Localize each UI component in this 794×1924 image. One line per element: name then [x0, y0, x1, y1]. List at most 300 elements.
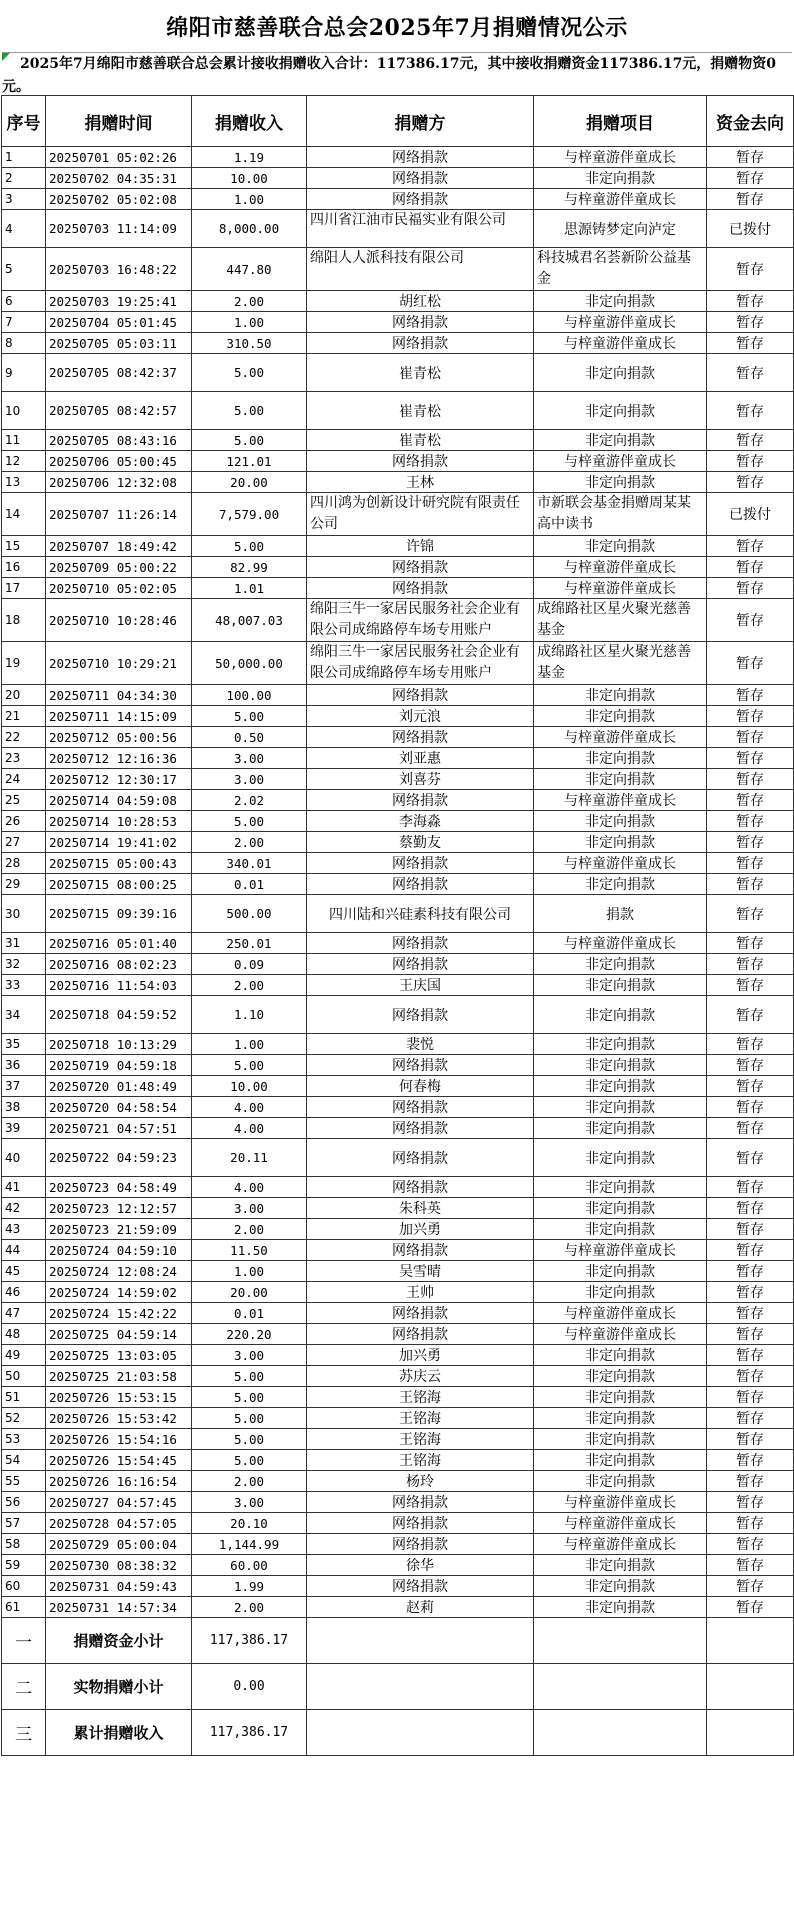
fund-destination: 暂存 [707, 1097, 794, 1118]
row-no: 7 [2, 312, 46, 333]
table-row [2, 1219, 794, 1240]
table-row [2, 1118, 794, 1139]
table-row [2, 975, 794, 996]
donor-name: 王帅 [307, 1282, 534, 1303]
summary-text: 2025年7月绵阳市慈善联合总会累计接收捐赠收入合计：117386.17元，其中接收捐赠资金117386.17元，捐赠物资0元。 [2, 56, 777, 95]
empty-cell [534, 1664, 707, 1710]
project-name: 非定向捐款 [534, 1055, 707, 1076]
donation-time: 20250726 15:54:45 [46, 1450, 192, 1471]
donation-time: 20250731 04:59:43 [46, 1576, 192, 1597]
donation-time: 20250730 08:38:32 [46, 1555, 192, 1576]
donation-amount: 3.00 [192, 1492, 307, 1513]
comment-marker-icon [2, 53, 10, 61]
fund-destination: 暂存 [707, 189, 794, 210]
fund-destination: 暂存 [707, 832, 794, 853]
row-no: 61 [2, 1597, 46, 1618]
empty-cell [307, 1618, 534, 1664]
donation-time: 20250729 05:00:04 [46, 1534, 192, 1555]
donation-time: 20250706 12:32:08 [46, 472, 192, 493]
donation-amount: 500.00 [192, 895, 307, 933]
donation-time: 20250709 05:00:22 [46, 557, 192, 578]
row-no: 59 [2, 1555, 46, 1576]
table-row [2, 832, 794, 853]
donation-time: 20250710 10:28:46 [46, 599, 192, 642]
project-name: 非定向捐款 [534, 1576, 707, 1597]
project-name: 与梓童游伴童成长 [534, 727, 707, 748]
donation-amount: 5.00 [192, 1055, 307, 1076]
donor-name: 网络捐款 [307, 1534, 534, 1555]
table-row [2, 536, 794, 557]
donation-amount: 5.00 [192, 706, 307, 727]
donation-amount: 5.00 [192, 1408, 307, 1429]
fund-destination: 暂存 [707, 1408, 794, 1429]
row-no: 25 [2, 790, 46, 811]
row-no: 35 [2, 1034, 46, 1055]
project-name: 与梓童游伴童成长 [534, 790, 707, 811]
table-row [2, 933, 794, 954]
col-header-no: 序号 [2, 96, 46, 147]
row-no: 52 [2, 1408, 46, 1429]
donation-amount: 20.00 [192, 1282, 307, 1303]
fund-destination: 暂存 [707, 147, 794, 168]
row-no: 16 [2, 557, 46, 578]
fund-destination: 暂存 [707, 1450, 794, 1471]
row-no: 53 [2, 1429, 46, 1450]
row-no: 30 [2, 895, 46, 933]
donation-time: 20250712 12:16:36 [46, 748, 192, 769]
fund-destination: 暂存 [707, 392, 794, 430]
totals-amount: 117,386.17 [192, 1710, 307, 1756]
row-no: 37 [2, 1076, 46, 1097]
donor-name: 朱科英 [307, 1198, 534, 1219]
project-name: 非定向捐款 [534, 874, 707, 895]
row-no: 41 [2, 1177, 46, 1198]
table-row [2, 954, 794, 975]
project-name: 非定向捐款 [534, 996, 707, 1034]
project-name: 与梓童游伴童成长 [534, 1324, 707, 1345]
donor-name: 网络捐款 [307, 1118, 534, 1139]
project-name: 与梓童游伴童成长 [534, 312, 707, 333]
row-no: 22 [2, 727, 46, 748]
donor-name: 何春梅 [307, 1076, 534, 1097]
donor-name: 网络捐款 [307, 451, 534, 472]
donation-time: 20250722 04:59:23 [46, 1139, 192, 1177]
fund-destination: 暂存 [707, 748, 794, 769]
donor-name: 网络捐款 [307, 727, 534, 748]
donor-name: 网络捐款 [307, 1097, 534, 1118]
donation-amount: 220.20 [192, 1324, 307, 1345]
fund-destination: 暂存 [707, 472, 794, 493]
donation-amount: 8,000.00 [192, 210, 307, 248]
table-row [2, 1408, 794, 1429]
project-name: 非定向捐款 [534, 769, 707, 790]
donor-name: 网络捐款 [307, 333, 534, 354]
donation-amount: 5.00 [192, 811, 307, 832]
donation-amount: 5.00 [192, 1387, 307, 1408]
table-row [2, 1261, 794, 1282]
project-name: 与梓童游伴童成长 [534, 853, 707, 874]
table-row [2, 1076, 794, 1097]
project-name: 非定向捐款 [534, 392, 707, 430]
donation-time: 20250718 10:13:29 [46, 1034, 192, 1055]
donor-name: 刘喜芬 [307, 769, 534, 790]
donor-name: 四川省江油市民福实业有限公司 [307, 210, 534, 248]
donation-time: 20250715 09:39:16 [46, 895, 192, 933]
row-no: 26 [2, 811, 46, 832]
table-row [2, 333, 794, 354]
table-row [2, 1576, 794, 1597]
donor-name: 刘元浪 [307, 706, 534, 727]
donor-name: 王铭海 [307, 1450, 534, 1471]
donation-amount: 1.99 [192, 1576, 307, 1597]
fund-destination: 暂存 [707, 1177, 794, 1198]
table-row [2, 1387, 794, 1408]
donor-name: 崔青松 [307, 430, 534, 451]
empty-cell [534, 1618, 707, 1664]
donor-name: 网络捐款 [307, 168, 534, 189]
donor-name: 网络捐款 [307, 954, 534, 975]
donation-time: 20250724 14:59:02 [46, 1282, 192, 1303]
table-row [2, 557, 794, 578]
table-row [2, 1429, 794, 1450]
donation-amount: 48,007.03 [192, 599, 307, 642]
fund-destination: 暂存 [707, 1261, 794, 1282]
fund-destination: 暂存 [707, 1282, 794, 1303]
donation-time: 20250706 05:00:45 [46, 451, 192, 472]
fund-destination: 暂存 [707, 1555, 794, 1576]
donation-amount: 4.00 [192, 1118, 307, 1139]
project-name: 市新联会基金捐赠周某某高中读书 [534, 493, 707, 536]
table-header-row [2, 96, 794, 147]
table-row [2, 685, 794, 706]
donation-amount: 2.02 [192, 790, 307, 811]
fund-destination: 暂存 [707, 354, 794, 392]
donor-name: 网络捐款 [307, 933, 534, 954]
donation-time: 20250705 08:42:57 [46, 392, 192, 430]
donor-name: 许锦 [307, 536, 534, 557]
project-name: 非定向捐款 [534, 1597, 707, 1618]
col-header-destination: 资金去向 [707, 96, 794, 147]
row-no: 9 [2, 354, 46, 392]
donation-time: 20250725 21:03:58 [46, 1366, 192, 1387]
donation-time: 20250710 05:02:05 [46, 578, 192, 599]
fund-destination: 暂存 [707, 874, 794, 895]
table-row [2, 727, 794, 748]
row-no: 23 [2, 748, 46, 769]
donation-time: 20250725 13:03:05 [46, 1345, 192, 1366]
totals-no: 二 [2, 1664, 46, 1710]
table-row [2, 354, 794, 392]
project-name: 与梓童游伴童成长 [534, 1492, 707, 1513]
row-no: 27 [2, 832, 46, 853]
donation-table [1, 95, 794, 1756]
project-name: 非定向捐款 [534, 536, 707, 557]
table-row [2, 769, 794, 790]
table-row [2, 706, 794, 727]
donation-amount: 0.01 [192, 1303, 307, 1324]
fund-destination: 暂存 [707, 811, 794, 832]
row-no: 42 [2, 1198, 46, 1219]
donation-time: 20250705 08:43:16 [46, 430, 192, 451]
totals-label: 捐赠资金小计 [46, 1618, 192, 1664]
donor-name: 王铭海 [307, 1387, 534, 1408]
donation-time: 20250702 04:35:31 [46, 168, 192, 189]
fund-destination: 暂存 [707, 1076, 794, 1097]
donation-time: 20250720 04:58:54 [46, 1097, 192, 1118]
table-row [2, 291, 794, 312]
donation-amount: 5.00 [192, 1429, 307, 1450]
donor-name: 李海淼 [307, 811, 534, 832]
fund-destination: 暂存 [707, 954, 794, 975]
totals-amount: 117,386.17 [192, 1618, 307, 1664]
donation-time: 20250703 11:14:09 [46, 210, 192, 248]
project-name: 与梓童游伴童成长 [534, 147, 707, 168]
project-name: 非定向捐款 [534, 168, 707, 189]
row-no: 44 [2, 1240, 46, 1261]
table-row [2, 248, 794, 291]
fund-destination: 暂存 [707, 1118, 794, 1139]
empty-cell [707, 1664, 794, 1710]
donor-name: 苏庆云 [307, 1366, 534, 1387]
row-no: 13 [2, 472, 46, 493]
row-no: 40 [2, 1139, 46, 1177]
fund-destination: 暂存 [707, 333, 794, 354]
donation-time: 20250724 15:42:22 [46, 1303, 192, 1324]
fund-destination: 暂存 [707, 706, 794, 727]
donor-name: 四川陆和兴硅素科技有限公司 [307, 895, 534, 933]
donor-name: 王铭海 [307, 1408, 534, 1429]
row-no: 50 [2, 1366, 46, 1387]
donor-name: 胡红松 [307, 291, 534, 312]
fund-destination: 暂存 [707, 1366, 794, 1387]
project-name: 非定向捐款 [534, 1408, 707, 1429]
row-no: 45 [2, 1261, 46, 1282]
row-no: 49 [2, 1345, 46, 1366]
fund-destination: 暂存 [707, 642, 794, 685]
donor-name: 网络捐款 [307, 189, 534, 210]
donation-amount: 0.01 [192, 874, 307, 895]
donation-time: 20250707 18:49:42 [46, 536, 192, 557]
row-no: 56 [2, 1492, 46, 1513]
donation-time: 20250716 11:54:03 [46, 975, 192, 996]
table-row [2, 996, 794, 1034]
fund-destination: 暂存 [707, 1055, 794, 1076]
fund-destination: 暂存 [707, 853, 794, 874]
donor-name: 网络捐款 [307, 1576, 534, 1597]
donor-name: 网络捐款 [307, 1240, 534, 1261]
donation-amount: 3.00 [192, 1345, 307, 1366]
donation-time: 20250723 21:59:09 [46, 1219, 192, 1240]
donor-name: 四川鸿为创新设计研究院有限责任公司 [307, 493, 534, 536]
donor-name: 蔡勤友 [307, 832, 534, 853]
donation-amount: 4.00 [192, 1177, 307, 1198]
project-name: 非定向捐款 [534, 1076, 707, 1097]
donation-amount: 2.00 [192, 1471, 307, 1492]
project-name: 与梓童游伴童成长 [534, 933, 707, 954]
project-name: 与梓童游伴童成长 [534, 1513, 707, 1534]
donation-time: 20250725 04:59:14 [46, 1324, 192, 1345]
row-no: 5 [2, 248, 46, 291]
donation-amount: 20.10 [192, 1513, 307, 1534]
row-no: 12 [2, 451, 46, 472]
row-no: 38 [2, 1097, 46, 1118]
totals-no: 三 [2, 1710, 46, 1756]
row-no: 17 [2, 578, 46, 599]
donation-amount: 2.00 [192, 1597, 307, 1618]
donation-time: 20250723 12:12:57 [46, 1198, 192, 1219]
donor-name: 网络捐款 [307, 1324, 534, 1345]
donation-amount: 3.00 [192, 748, 307, 769]
table-row [2, 1345, 794, 1366]
fund-destination: 暂存 [707, 1534, 794, 1555]
table-row [2, 189, 794, 210]
row-no: 10 [2, 392, 46, 430]
table-row [2, 599, 794, 642]
fund-destination: 暂存 [707, 1492, 794, 1513]
donation-time: 20250704 05:01:45 [46, 312, 192, 333]
donation-time: 20250731 14:57:34 [46, 1597, 192, 1618]
donation-time: 20250711 04:34:30 [46, 685, 192, 706]
donation-amount: 2.00 [192, 832, 307, 853]
row-no: 4 [2, 210, 46, 248]
fund-destination: 暂存 [707, 557, 794, 578]
empty-cell [534, 1710, 707, 1756]
totals-label: 实物捐赠小计 [46, 1664, 192, 1710]
donation-amount: 60.00 [192, 1555, 307, 1576]
donation-time: 20250702 05:02:08 [46, 189, 192, 210]
empty-cell [707, 1618, 794, 1664]
donation-time: 20250724 04:59:10 [46, 1240, 192, 1261]
donation-time: 20250705 05:03:11 [46, 333, 192, 354]
fund-destination: 暂存 [707, 769, 794, 790]
row-no: 8 [2, 333, 46, 354]
table-row [2, 1177, 794, 1198]
row-no: 24 [2, 769, 46, 790]
donation-amount: 340.01 [192, 853, 307, 874]
row-no: 28 [2, 853, 46, 874]
donor-name: 崔青松 [307, 392, 534, 430]
project-name: 非定向捐款 [534, 832, 707, 853]
empty-cell [707, 1710, 794, 1756]
donor-name: 王铭海 [307, 1429, 534, 1450]
donor-name: 网络捐款 [307, 685, 534, 706]
table-row [2, 1492, 794, 1513]
row-no: 55 [2, 1471, 46, 1492]
totals-no: 一 [2, 1618, 46, 1664]
fund-destination: 暂存 [707, 1139, 794, 1177]
totals-body [2, 1618, 794, 1756]
table-row [2, 392, 794, 430]
fund-destination: 暂存 [707, 536, 794, 557]
row-no: 36 [2, 1055, 46, 1076]
project-name: 非定向捐款 [534, 1261, 707, 1282]
fund-destination: 暂存 [707, 975, 794, 996]
donor-name: 网络捐款 [307, 1513, 534, 1534]
row-no: 3 [2, 189, 46, 210]
donation-amount: 0.09 [192, 954, 307, 975]
donation-time: 20250712 12:30:17 [46, 769, 192, 790]
fund-destination: 暂存 [707, 578, 794, 599]
table-row [2, 472, 794, 493]
donor-name: 刘亚惠 [307, 748, 534, 769]
project-name: 与梓童游伴童成长 [534, 1303, 707, 1324]
row-no: 57 [2, 1513, 46, 1534]
donor-name: 王庆国 [307, 975, 534, 996]
row-no: 60 [2, 1576, 46, 1597]
donation-amount: 0.50 [192, 727, 307, 748]
table-row [2, 1534, 794, 1555]
row-no: 20 [2, 685, 46, 706]
row-no: 54 [2, 1450, 46, 1471]
donation-amount: 7,579.00 [192, 493, 307, 536]
project-name: 与梓童游伴童成长 [534, 333, 707, 354]
donor-name: 绵阳三牛一家居民服务社会企业有限公司成绵路停车场专用账户 [307, 642, 534, 685]
fund-destination: 暂存 [707, 248, 794, 291]
project-name: 非定向捐款 [534, 954, 707, 975]
fund-destination: 暂存 [707, 790, 794, 811]
fund-destination: 暂存 [707, 430, 794, 451]
donation-amount: 2.00 [192, 1219, 307, 1240]
donor-name: 崔青松 [307, 354, 534, 392]
project-name: 非定向捐款 [534, 1198, 707, 1219]
fund-destination: 暂存 [707, 1198, 794, 1219]
project-name: 与梓童游伴童成长 [534, 189, 707, 210]
donation-amount: 1,144.99 [192, 1534, 307, 1555]
donation-amount: 1.00 [192, 189, 307, 210]
donation-time: 20250721 04:57:51 [46, 1118, 192, 1139]
project-name: 非定向捐款 [534, 706, 707, 727]
row-no: 19 [2, 642, 46, 685]
row-no: 6 [2, 291, 46, 312]
project-name: 非定向捐款 [534, 291, 707, 312]
donor-name: 网络捐款 [307, 1055, 534, 1076]
donation-amount: 1.19 [192, 147, 307, 168]
donation-time: 20250714 10:28:53 [46, 811, 192, 832]
donation-time: 20250703 16:48:22 [46, 248, 192, 291]
project-name: 非定向捐款 [534, 1471, 707, 1492]
table-row [2, 1450, 794, 1471]
donation-time: 20250728 04:57:05 [46, 1513, 192, 1534]
table-row [2, 451, 794, 472]
row-no: 2 [2, 168, 46, 189]
donation-time: 20250703 19:25:41 [46, 291, 192, 312]
table-row [2, 1097, 794, 1118]
project-name: 非定向捐款 [534, 1366, 707, 1387]
project-name: 成绵路社区星火聚光慈善基金 [534, 599, 707, 642]
totals-amount: 0.00 [192, 1664, 307, 1710]
fund-destination: 暂存 [707, 1471, 794, 1492]
table-row [2, 1198, 794, 1219]
donation-time: 20250716 08:02:23 [46, 954, 192, 975]
fund-destination: 暂存 [707, 933, 794, 954]
row-no: 34 [2, 996, 46, 1034]
fund-destination: 暂存 [707, 1576, 794, 1597]
donation-amount: 1.01 [192, 578, 307, 599]
fund-destination: 暂存 [707, 312, 794, 333]
donation-time: 20250719 04:59:18 [46, 1055, 192, 1076]
table-row [2, 1324, 794, 1345]
row-no: 48 [2, 1324, 46, 1345]
donation-amount: 1.00 [192, 1261, 307, 1282]
fund-destination: 暂存 [707, 895, 794, 933]
donation-amount: 5.00 [192, 430, 307, 451]
fund-destination: 暂存 [707, 1429, 794, 1450]
fund-destination: 暂存 [707, 727, 794, 748]
project-name: 非定向捐款 [534, 975, 707, 996]
totals-row [2, 1618, 794, 1664]
project-name: 与梓童游伴童成长 [534, 1240, 707, 1261]
col-header-time: 捐赠时间 [46, 96, 192, 147]
